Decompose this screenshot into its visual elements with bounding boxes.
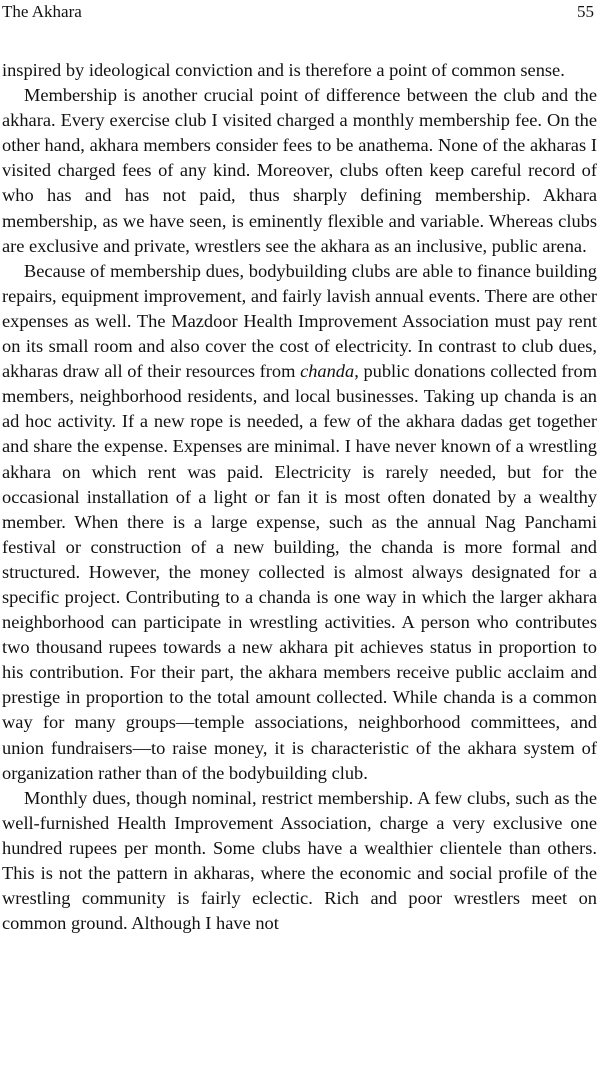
chapter-title: The Akhara <box>2 2 82 21</box>
body-text <box>2 58 597 936</box>
paragraph-membership: Membership is another crucial point of difference between the club and the akhara. Every exercise club I visited charged a monthly membership fee. On the other hand, akhara members consider fees to be anathema. None of the akharas I visited charged fees of any kind. Moreover, clubs often keep careful record of who has and has not paid, thus sharply defining membership. Akhara membership, as we have seen, is eminently flexible and variable. Whereas clubs are exclusive and private, wrestlers see the akhara as an inclusive, public arena. <box>2 85 597 256</box>
paragraph-text-before: Because of membership dues, bodybuilding clubs are able to finance building repairs, equipment improvement, and fairly lavish annual events. There are other expenses as well. The Mazdoor Health Improvement Association must pay rent on its small room and also cover the cost of electricity. In contrast to club dues, akharas draw all of their resources from <box>2 260 597 382</box>
paragraph-continued: inspired by ideological conviction and is therefore a point of common sense. <box>2 60 565 80</box>
paragraph-dues-chanda <box>2 259 597 786</box>
paragraph-monthly-dues: Monthly dues, though nominal, restrict membership. A few clubs, such as the well-furnished Health Improvement Association, charge a very exclusive one hundred rupees per month. Some clubs have a wealthier clientele than others. This is not the pattern in akharas, where the economic and social profile of the wrestling community is fairly eclectic. Rich and poor wrestlers meet on common ground. Although I have not <box>2 787 597 934</box>
paragraph-text-after: , public donations collected from members, neighborhood residents, and local businesses. Taking up chanda is an ad hoc activity. If a new rope is needed, a few of the akhara dadas get together and share the expense. Expenses are minimal. I have never known of a wrestling akhara on which rent was paid. Electricity is rarely needed, but for the occasional installation of a light or fan it is most often donated by a wealthy member. When there is a large expense, such as the annual Nag Panchami festival or construction of a new building, the chanda is more formal and structured. However, the money collected is almost always designated for a specific project. Contributing to a chanda is one way in which the larger akhara neighborhood can participate in wrestling activities. A person who contributes two thousand rupees towards a new akhara pit achieves status in proportion to his contribution. For their part, the akhara members receive public acclaim and prestige in proportion to the total amount collected. While chanda is a common way for many groups—temple associations, neighborhood committees, and union fundraisers—to raise money, it is characteristic of the akhara system of organization rather than of the bodybuilding club. <box>2 361 597 783</box>
emphasis-chanda: chanda <box>300 361 355 382</box>
running-head <box>2 2 594 26</box>
page-number: 55 <box>577 2 594 21</box>
